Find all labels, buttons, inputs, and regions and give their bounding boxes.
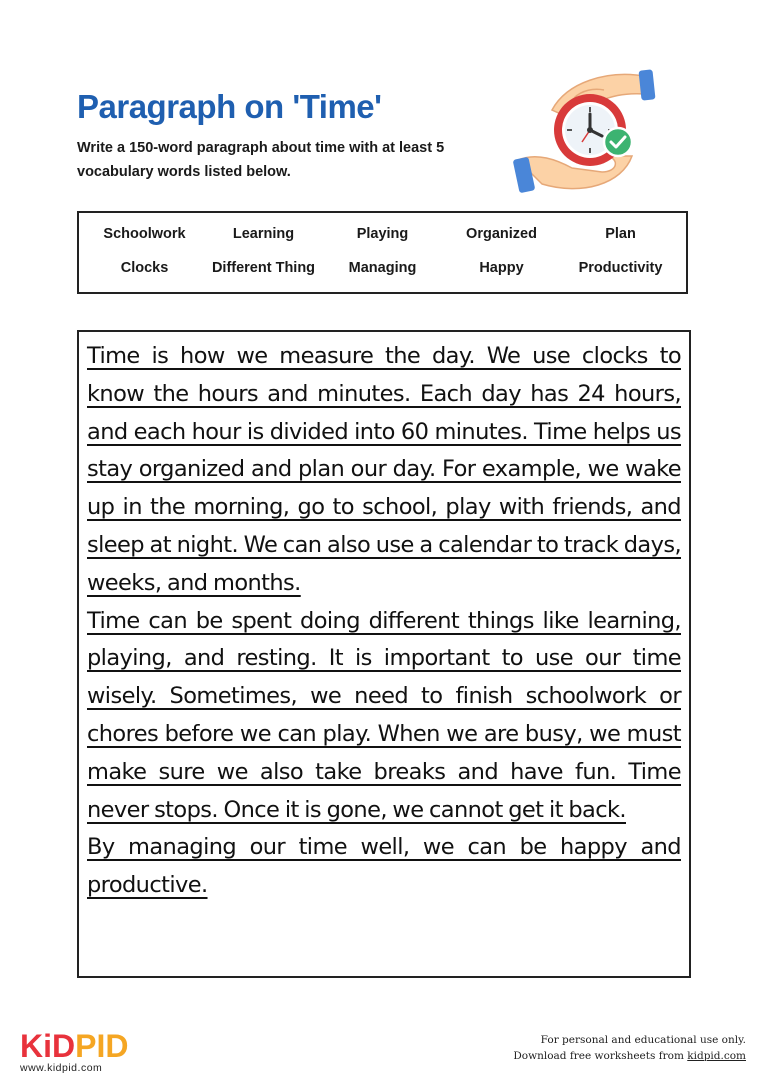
vocab-word: Plan <box>605 226 636 242</box>
vocab-word: Clocks <box>120 260 169 276</box>
instruction-text: Write a 150-word paragraph about time with at least 5 vocabulary words listed below. <box>77 140 445 180</box>
hands-holding-clock-with-checkmark-icon <box>512 64 672 204</box>
logo-wordmark <box>20 1030 128 1062</box>
vocab-word: Different Thing <box>211 260 316 276</box>
vocab-word: Happy <box>479 260 524 276</box>
vocab-word: Organized <box>466 226 537 242</box>
footer-link[interactable]: kidpid.com <box>687 1050 746 1062</box>
kidpid-logo[interactable] <box>20 1030 128 1074</box>
paragraph-2: Time can be spent doing different things like learning, playing, and resting. It is important to use our time wisely. Sometimes, we need to finish schoolwork or chores before we can play. When we are busy, we must make sure we also take breaks and have fun. Time never stops. Once it is gone, we cannot get it back. <box>87 607 681 823</box>
logo-url: www.kidpid.com <box>20 1062 103 1074</box>
vocabulary-box <box>77 211 688 294</box>
page-title: Paragraph on 'Time' <box>77 88 382 125</box>
logo-letter: P <box>75 1028 97 1064</box>
vocab-word: Managing <box>348 260 417 276</box>
paragraph-1: Time is how we measure the day. We use clocks to know the hours and minutes. Each day has 24 hours, and each hour is divided into 60 minutes. Time helps us stay organized and plan our day. For example, we wake up in the morning, go to school, play with friends, and sleep at night. We can also use a calendar to track days, weeks, and months. <box>87 343 681 596</box>
vocabulary-grid <box>79 213 686 279</box>
footer-note <box>513 1032 746 1064</box>
paragraph-3: By managing our time well, we can be happy and productive. <box>87 834 681 899</box>
logo-letter: D <box>105 1028 129 1064</box>
vocab-word: Playing <box>356 226 409 242</box>
paragraph-box <box>77 330 691 978</box>
footer-line-1: For personal and educational use only. <box>540 1034 746 1046</box>
logo-letter: D <box>52 1028 76 1064</box>
logo-letter: K <box>20 1028 44 1064</box>
logo-letter: i <box>43 1028 52 1064</box>
logo-letter: I <box>96 1028 106 1064</box>
vocab-word: Schoolwork <box>103 226 186 242</box>
footer-line-2: Download free worksheets from <box>513 1050 684 1062</box>
vocab-word: Learning <box>232 226 295 242</box>
vocab-word: Productivity <box>578 260 663 276</box>
